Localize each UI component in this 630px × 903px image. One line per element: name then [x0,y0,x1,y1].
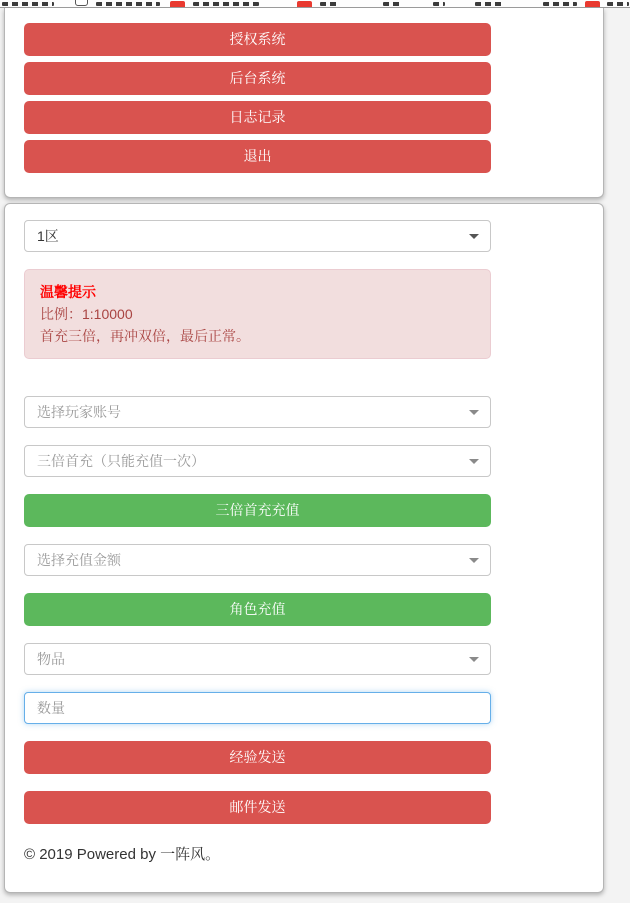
exp-send-button[interactable]: 经验发送 [24,741,491,774]
caret-down-icon [469,410,479,415]
bookmark-text-fragment[interactable] [96,2,160,6]
server-select-value: 1区 [37,228,59,244]
bookmark-text-fragment[interactable] [383,2,400,6]
recharge-form-card [4,203,604,893]
first-charge-button[interactable]: 三倍首充充值 [24,494,491,527]
quantity-input[interactable] [24,692,491,724]
bookmark-text-fragment[interactable] [607,2,629,6]
browser-bookmarks-bar [0,0,630,8]
first-charge-select[interactable] [24,445,491,477]
item-select[interactable] [24,643,491,675]
bookmark-favicon-icon[interactable] [170,1,185,7]
bookmark-text-fragment[interactable] [193,2,259,6]
player-account-select[interactable] [24,396,491,428]
first-charge-placeholder: 三倍首充（只能充值一次） [37,453,205,469]
auth-system-button[interactable]: 授权系统 [24,23,491,56]
caret-down-icon [469,558,479,563]
role-charge-button[interactable]: 角色充值 [24,593,491,626]
amount-select[interactable] [24,544,491,576]
player-account-placeholder: 选择玩家账号 [37,404,121,420]
bookmark-favicon-outline-icon[interactable] [75,0,88,6]
bookmark-favicon-icon[interactable] [297,1,312,7]
server-select[interactable] [24,220,491,252]
notice-alert [24,269,491,359]
logout-button[interactable]: 退出 [24,140,491,173]
caret-down-icon [469,657,479,662]
bookmark-text-fragment[interactable] [2,2,54,6]
bookmark-text-fragment[interactable] [543,2,577,6]
bookmark-text-fragment[interactable] [475,2,503,6]
caret-down-icon [469,234,479,239]
notice-line-rule: 首充三倍，再冲双倍，最后正常。 [40,328,250,344]
notice-line-ratio: 比例：1:10000 [40,306,133,322]
backend-system-button[interactable]: 后台系统 [24,62,491,95]
menu-card [4,8,604,198]
notice-title: 温馨提示 [40,284,96,300]
caret-down-icon [469,459,479,464]
bookmark-text-fragment[interactable] [433,2,445,6]
log-record-button[interactable]: 日志记录 [24,101,491,134]
bookmark-favicon-icon[interactable] [585,1,600,7]
mail-send-button[interactable]: 邮件发送 [24,791,491,824]
footer-copyright: © 2019 Powered by 一阵风。 [24,846,221,863]
item-placeholder: 物品 [37,651,65,667]
bookmark-text-fragment[interactable] [320,2,340,6]
amount-placeholder: 选择充值金额 [37,552,121,568]
